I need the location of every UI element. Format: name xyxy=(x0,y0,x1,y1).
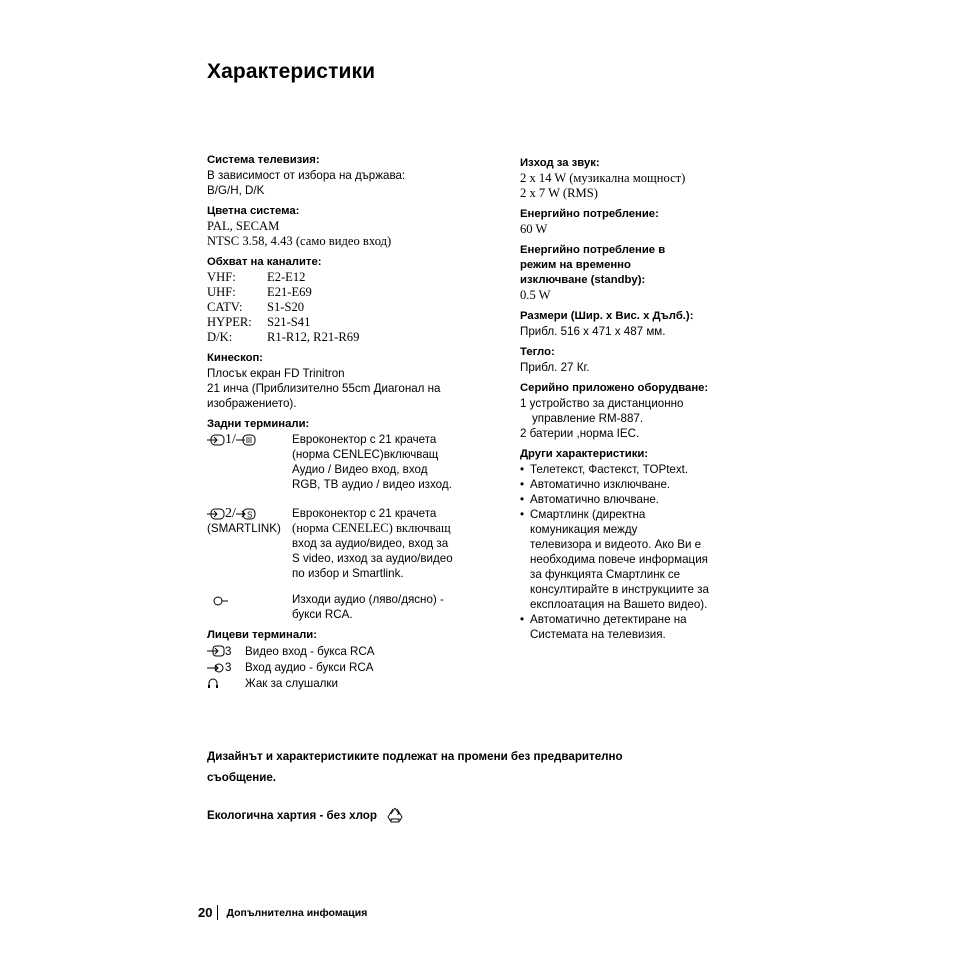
front-terminal-text: Вход аудио - букси RCA xyxy=(245,660,374,674)
front-terminal-text: Жак за слушалки xyxy=(245,676,338,690)
list-item: • Автоматично детектиране на Системата на телевизия. xyxy=(520,612,770,642)
right-column xyxy=(520,156,770,648)
sound-section xyxy=(520,156,770,201)
standby-heading: Енергийно потребление в xyxy=(520,244,666,256)
sound-line: 2 x 7 W (RMS) xyxy=(520,186,598,200)
front-terminal-text: Видео вход - букса RCA xyxy=(245,644,375,658)
channel-row xyxy=(207,330,497,345)
tube-heading: Кинескоп: xyxy=(207,352,264,364)
rear-terminal-2-line: по избор и Smartlink. xyxy=(292,567,404,580)
list-item: • Смартлинк (директна комуникация между телевизора и видеото. Ако Ви е необходима повече информация за функцията Смартлинк се консултирайте в инструкциите за експлоатация на Вашето видео). xyxy=(520,507,770,612)
rear-terminal-2-sub: (SMARTLINK) xyxy=(207,522,281,535)
tv-system-line: В зависимост от избора на държава: xyxy=(207,169,406,182)
accessories-section xyxy=(520,381,770,441)
svg-text:S: S xyxy=(246,510,253,519)
accessories-line: управление RM-887. xyxy=(532,412,644,425)
sound-heading: Изход за звук: xyxy=(520,157,600,169)
channel-range: E21-E69 xyxy=(267,285,312,299)
rear-terminal-1-line: Евроконектор с 21 крачета xyxy=(292,433,437,446)
rear-terminals-section xyxy=(207,417,497,622)
weight-line: Прибл. 27 Кг. xyxy=(520,361,590,374)
video-input-icon xyxy=(207,645,225,657)
rear-terminal-2-line: (норма CENELEC) включващ xyxy=(292,521,451,535)
audio-out-icon xyxy=(213,595,229,607)
rear-terminal-1 xyxy=(207,432,497,492)
page-number: 20 xyxy=(198,905,213,920)
rear-terminal-2-label: 2/ xyxy=(225,506,236,521)
front-terminal-row xyxy=(207,659,497,675)
channel-row xyxy=(207,285,497,300)
channels-heading: Обхват на каналите: xyxy=(207,256,322,268)
list-item: • Автоматично влючване. xyxy=(520,492,770,507)
change-notice-line: съобщение. xyxy=(207,771,277,784)
features-list xyxy=(520,462,770,642)
footer-divider xyxy=(217,905,218,920)
dimensions-line: Прибл. 516 x 471 x 487 мм. xyxy=(520,325,666,338)
color-system-line: PAL, SECAM xyxy=(207,219,280,233)
channel-range: S21-S41 xyxy=(267,315,311,329)
rear-terminal-3 xyxy=(207,592,497,622)
headphones-icon xyxy=(207,677,219,689)
channels-section xyxy=(207,255,497,345)
tube-line: Плосък екран FD Trinitron xyxy=(207,367,345,380)
channel-row xyxy=(207,300,497,315)
page-footer xyxy=(198,905,367,920)
list-item: • Автоматично изключване. xyxy=(520,477,770,492)
front-terminals-section xyxy=(207,628,497,691)
channel-band: HYPER: xyxy=(207,315,252,329)
rear-terminal-1-line: Аудио / Видео вход, вход xyxy=(292,463,428,476)
footer-section-title: Допълнителна инфомация xyxy=(226,906,368,919)
channel-range: R1-R12, R21-R69 xyxy=(267,330,360,344)
front-terminal-row xyxy=(207,675,497,691)
rear-terminal-1-line: (норма CENLEC)включващ xyxy=(292,448,439,461)
front-terminals-heading: Лицеви терминали: xyxy=(207,629,317,641)
accessories-heading: Серийно приложено оборудване: xyxy=(520,382,709,394)
eco-paper-text: Екологична хартия - без хлор xyxy=(207,809,377,822)
channel-row xyxy=(207,270,497,285)
tube-section xyxy=(207,351,497,411)
rear-terminal-1-label: 1/ xyxy=(225,432,236,447)
rear-terminal-2-line: S video, изход за аудио/видео xyxy=(292,552,453,565)
channel-range: S1-S20 xyxy=(267,300,305,314)
channel-band: D/K: xyxy=(207,330,233,344)
change-notice-line: Дизайнът и характеристиките подлежат на промени без предварително xyxy=(207,750,623,763)
front-terminal-row xyxy=(207,643,497,659)
rear-terminal-2-line: вход за аудио/видео, вход за xyxy=(292,537,449,550)
channel-band: VHF: xyxy=(207,270,236,284)
other-features-heading: Други характеристики: xyxy=(520,448,649,460)
color-system-section xyxy=(207,204,497,249)
rear-terminal-2-line: Евроконектор с 21 крачета xyxy=(292,507,437,520)
smartlink-icon xyxy=(236,508,256,520)
power-line: 60 W xyxy=(520,222,548,236)
rear-terminal-3-line: букси RCA. xyxy=(292,608,353,621)
rear-terminals-heading: Задни терминали: xyxy=(207,418,310,430)
standby-section xyxy=(520,243,770,303)
sound-line: 2 x 14 W (музикална мощност) xyxy=(520,171,686,185)
audio-input-icon xyxy=(207,661,225,673)
front-terminal-number: 3 xyxy=(225,660,232,674)
weight-section xyxy=(520,345,770,375)
tv-system-heading: Система телевизия: xyxy=(207,154,320,166)
power-section xyxy=(520,207,770,237)
list-item: • Телетекст, Фастекст, TOPtext. xyxy=(520,462,770,477)
recycle-icon xyxy=(386,807,404,824)
tube-line: изображението). xyxy=(207,397,297,410)
power-heading: Енергийно потребление: xyxy=(520,208,659,220)
standby-heading: изключване (standby): xyxy=(520,274,646,286)
rear-terminal-3-line: Изходи аудио (ляво/дясно) - xyxy=(292,593,444,606)
output-arrow-icon xyxy=(236,434,256,446)
accessories-line: 1 устройство за дистанционно xyxy=(520,397,684,410)
change-notice xyxy=(207,746,727,788)
accessories-line: 2 батерии ,норма IEC. xyxy=(520,427,640,440)
rear-terminal-2 xyxy=(207,506,497,581)
weight-heading: Тегло: xyxy=(520,346,555,358)
other-features-section xyxy=(520,447,770,642)
left-column xyxy=(207,153,497,697)
standby-heading: режим на временно xyxy=(520,259,631,271)
tv-system-section xyxy=(207,153,497,198)
input-arrow-icon xyxy=(207,434,225,446)
page-title: Характеристики xyxy=(207,60,376,83)
tube-line: 21 инча (Приблизително 55cm Диагонал на xyxy=(207,382,441,395)
channel-band: UHF: xyxy=(207,285,236,299)
color-system-line: NTSC 3.58, 4.43 (само видео вход) xyxy=(207,234,392,248)
channel-row xyxy=(207,315,497,330)
tv-system-line: B/G/H, D/K xyxy=(207,184,265,197)
color-system-heading: Цветна система: xyxy=(207,205,300,217)
dimensions-heading: Размери (Шир. x Вис. x Дълб.): xyxy=(520,310,694,322)
eco-paper-note xyxy=(207,807,404,824)
front-terminal-number: 3 xyxy=(225,644,232,658)
input-arrow-icon xyxy=(207,508,225,520)
channel-range: E2-E12 xyxy=(267,270,306,284)
dimensions-section xyxy=(520,309,770,339)
rear-terminal-1-line: RGB, ТВ аудио / видео изход. xyxy=(292,478,452,491)
standby-line: 0.5 W xyxy=(520,288,551,302)
channel-band: CATV: xyxy=(207,300,243,314)
